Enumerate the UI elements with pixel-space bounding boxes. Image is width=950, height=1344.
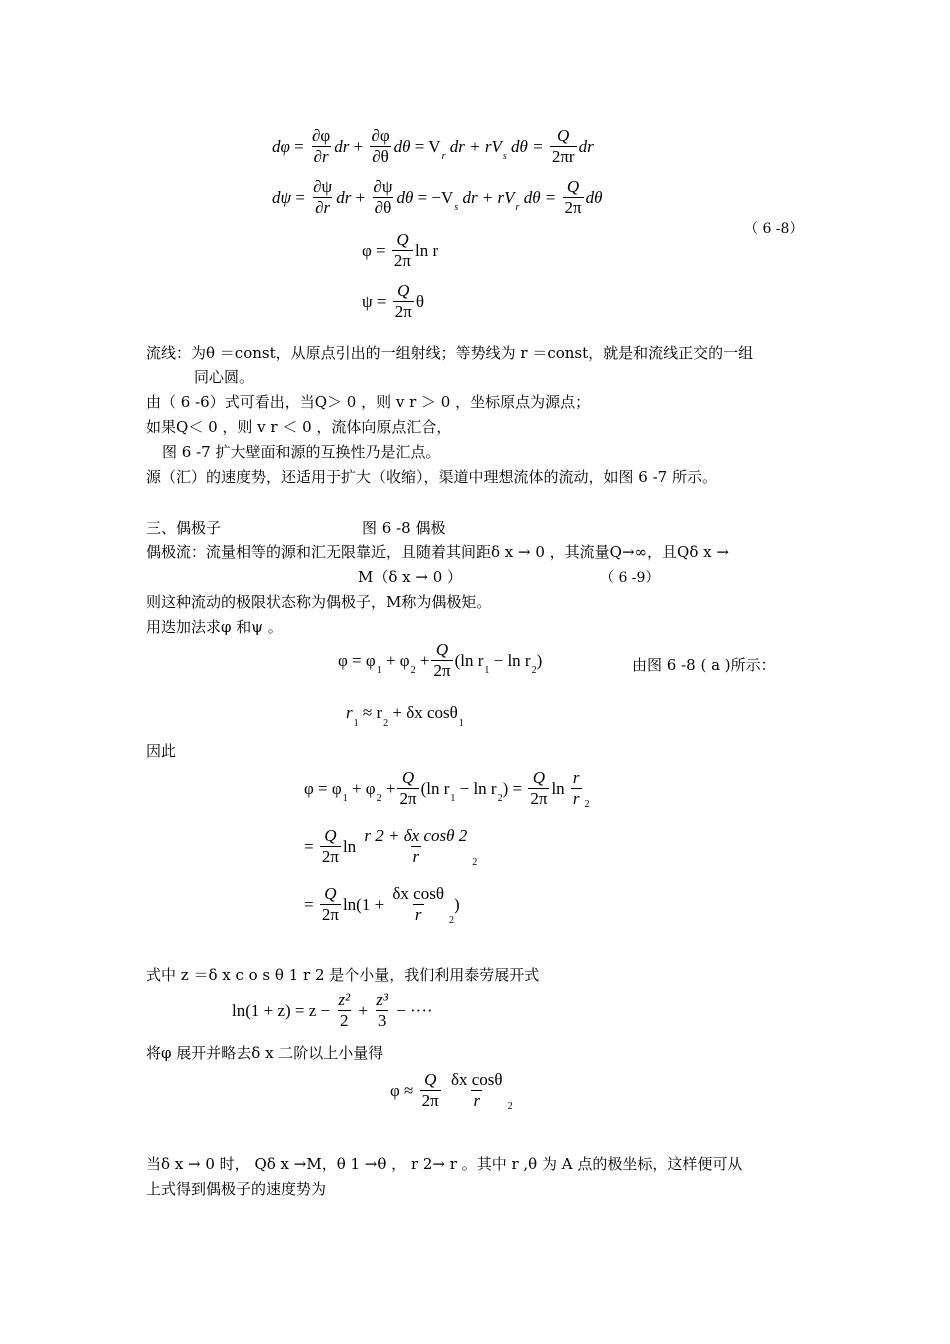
figure-caption-6-8: 图 6 -8 偶极 [362,519,446,537]
paragraph-sink: 如果Q＜ 0 ，则 v r ＜ 0 ，流体向原点汇合， [146,418,452,436]
paragraph-expand: 将φ 展开并略去δ x 二阶以上小量得 [146,1044,384,1062]
equation-phi: φ = $\frac{Q}{2\pi}$ ln r [362,230,439,270]
paragraph-source: 由（ 6 -6）式可看出，当Q＞ 0 ，则 v r ＞ 0 ，坐标原点为源点； [146,393,591,411]
paragraph-dipole-flow: 偶极流：流量相等的源和汇无限靠近，且随着其间距δ x → 0 ，其流量Q→∞，且Qδ x → [146,543,729,561]
paragraph-therefore: 因此 [146,742,177,760]
equation-psi: ψ = $\frac{Q}{2\pi}$ θ [362,281,424,321]
equation-number-6-8: （ 6 -8） [744,221,804,237]
paragraph-limit-cont: 上式得到偶极子的速度势为 [146,1180,327,1198]
equation-derivation-3: = $\frac{Q}{2\pi}$ ln(1 + $\frac{\text{δx cosθ}}{r}$ 2 ) [304,884,460,926]
paragraph-streamline-cont: 同心圆。 [194,368,255,386]
section-heading-dipole: 三、偶极子 [146,519,222,537]
paragraph-velocity-potential: 源（汇）的速度势，还适用于扩大（收缩），渠道中理想流体的流动，如图 6 -7 所示。 [146,468,717,486]
paragraph-dipole-moment: M（δ x → 0 ） [358,568,463,586]
paragraph-dipole-def: 则这种流动的极限状态称为偶极子，M称为偶极矩。 [146,593,492,611]
equation-dpsi: dψ = $\frac{\partial\psi}{\partial r}$ dr + $\frac{\partial\psi}{\partial\theta}$ dθ = −V s dr + rV r dθ = $\frac{Q}{2\pi}$ dθ [272,177,603,217]
equation-r1: r 1 ≈ r 2 + δx cosθ 1 [346,703,464,729]
paragraph-taylor-intro: 式中 z ＝δ x c o s θ 1 r 2 是个小量，我们利用泰劳展开式 [146,966,540,984]
equation-approx: φ ≈ $\frac{Q}{2\pi}$ $\frac{\text{δx cosθ}}{r}$ 2 [390,1070,513,1112]
equation-superposition: φ = φ 1 + φ 2 + $\frac{Q}{2\pi}$ (ln r 1 − ln r 2 ) [338,640,543,680]
figure-caption-6-7: 图 6 -7 扩大壁面和源的互换性乃是汇点。 [162,443,441,461]
paragraph-limit: 当δ x → 0 时， Qδ x →M，θ 1 →θ ， r 2→ r 。其中 r ,θ 为 A 点的极坐标，这样便可从 [146,1155,743,1173]
figure-ref-6-8a: 由图 6 -8 ( a )所示： [632,656,776,674]
equation-dphi: dφ = $\frac{\partial\varphi}{\partial r}$ dr + $\frac{\partial\varphi}{\partial\theta}$ dθ = V r dr + rV s dθ = $\frac{Q}{2\pi r}$ dr [272,126,594,166]
equation-derivation-2: = $\frac{Q}{2\pi}$ ln $\frac{\text{r 2 + δx cosθ 2}}{r}$ 2 [304,826,478,868]
equation-number-6-9: （ 6 -9） [600,570,660,586]
equation-derivation-1: φ = φ 1 + φ 2 + $\frac{Q}{2\pi}$ (ln r 1 − ln r 2 ) = $\frac{Q}{2\pi}$ ln $\frac{r}{r}$ 2 [304,768,590,810]
paragraph-streamline: 流线：为θ ＝const，从原点引出的一组射线；等势线为 r ＝const，就是和流线正交的一组 [146,344,754,362]
paragraph-superposition: 用迭加法求φ 和ψ 。 [146,618,283,636]
equation-taylor: ln(1 + z) = z − $\frac{\text{z²}}{2}$ + $\frac{\text{z³}}{3}$ − ···· [232,990,433,1030]
